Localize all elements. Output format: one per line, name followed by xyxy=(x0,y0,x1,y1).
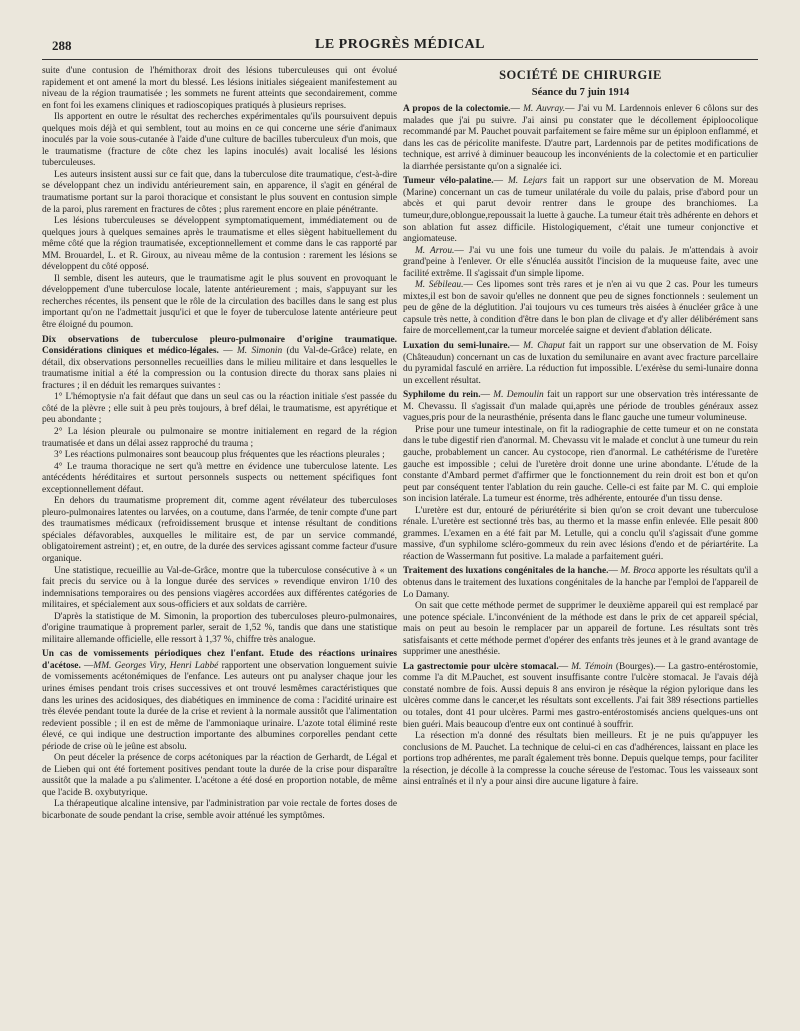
paragraph: La thérapeutique alcaline intensive, par l'administration par voie rectale de fortes doses de bicarbonate de soude pendant la crise, semble avoir atténué les symptômes. xyxy=(42,799,397,821)
paragraph: Il semble, disent les auteurs, que le traumatisme agit le plus souvent en provoquant le développement d'une tuberculose locale, latente antérieurement ; mais, s'appuyant sur les recherches récentes, ils pensent que le rôle de la circulation des bacilles dans le sang est plus important qu'on ne l'admettait jusqu'ici et que le foyer de tuberculose latente antérieure peut être éloigné du poumon. xyxy=(42,273,397,331)
article-title: A propos de la colectomie. xyxy=(403,104,511,115)
article-paragraph: La gastrectomie pour ulcère stomacal.— M. Témoin (Bourges).— La gastro-entérostomie, comme l'a dit M.Pauchet, est souvent insuffisante contre l'ulcère stomacal. Je l'avais déjà constaté nombre de fois. Aussi depuis 8 ans environ je résèque la région pylorique dans les ulcères comme dans le cancer,et les résultats sont excellents. J'ai fait 389 résections partielles ou totales, dont 41 pour ulcères. Parmi mes gastro-entérostomisés anciens quelques-uns ont bien guéri. Mais beaucoup d'entre eux ont continué à souffrir. xyxy=(403,661,758,730)
right-column xyxy=(403,66,758,1016)
article-paragraph: A propos de la colectomie.— M. Auvray.— J'ai vu M. Lardennois enlever 6 côlons sur des malades que j'ai pu suivre. J'ai ainsi pu constater que le décollement épiploocolique recommandé par M. Pauchet pouvait parfaitement se faire même sur un épiploon enflammé, et dans les cas de péricolite manifeste. D'autre part, Lardennois par de petites modifications de technique, est arrivé à diminuer beaucoup les inconvénients de la colectomie et en particulier la diarrhée persistante qu'on a signalée ici. xyxy=(403,104,758,172)
paragraph: Ils apportent en outre le résultat des recherches expérimentales qu'ils poursuivent depuis quelques mois déjà et qui semblent, tout au moins en ce qui concerne une série d'animaux inoculés par la voie sous-cutanée à l'aide d'une culture de bacilles tuberculeux d'un mois, que le traumatisme (fracture de côte chez les lapins inoculés) avait localisé les lésions tuberculeuses. xyxy=(42,112,397,169)
article-paragraph: Dix observations de tuberculose pleuro-pulmonaire d'origine traumatique. Considérations cliniques et médico-légales. — M. Simonin (du Val-de-Grâce) relate, en détail, dix observations personnelles recueillies dans le milieu militaire et dans lesquelles le traumatisme initial a été la compression ou la contusion directe du thorax sans plaies ni fractures ; il en déduit les remarques suivantes : xyxy=(42,334,397,391)
article-title: Luxation du semi-lunaire. xyxy=(403,341,510,352)
article-author: M. Sébileau. xyxy=(415,280,464,291)
article-text: J'ai vu une fois une tumeur du voile du palais. Je m'attendais à avoir grand'peine à l'enlever. Or elle s'énucléa aussitôt l'incision de la muqueuse faite, avec une facilité extrême. Il s'agissait d'un simple lipome. xyxy=(403,245,758,279)
article-author: M. Arrou. xyxy=(415,245,455,256)
left-column xyxy=(42,66,397,1016)
article-text: (du Val-de-Grâce) relate, en détail, dix observations personnelles recueillies dans le milieu militaire et dans lesquelles le traumatisme initial a été la compression ou la contusion directe du thorax sans plaies ni fractures ; il en déduit les remarques suivantes : xyxy=(42,346,397,391)
article-author: M. Lejars xyxy=(507,176,548,187)
paragraph: On peut déceler la présence de corps acétoniques par la réaction de Gerhardt, de Légal et de Lieben qui ont été fortement positives pendant toute la durée de la crise pour disparaître aussitôt que la malade a pu s'alimenter. L'acétone a été dosé en proportion notable, de même que l'acide B. oxybutyrique. xyxy=(42,753,397,798)
article-title: Dix observations de tuberculose pleuro-pulmonaire d'origine traumatique. Considérations cliniques et médico-légales. xyxy=(42,334,397,357)
article-text: Ces lipomes sont très rares et je n'en ai vu que 2 cas. Pour les tumeurs mixtes,il est bon de savoir qu'elles ne donnent que peu de signes fonctionnels : seulement un peu de gêne de la déglutition. J'ai toujours vu ces tumeurs très aisées à énucléer grâce à une capsule très nette, à condition d'être dans le bon plan de clivage et d'y aller délibérément sans faire de morcellement,car la tumeur morcelée saigne et devient d'ablation délicate. xyxy=(403,280,758,337)
article-author: MM. Georges Viry, Henri Labbé xyxy=(93,660,219,671)
article-paragraph: Traitement des luxations congénitales de la hanche.— M. Broca apporte les résultats qu'il a obtenus dans le traitement des luxations congénitales de la hanche par l'emploi de l'appareil de Lo Damany. xyxy=(403,566,758,600)
article-author: M. Demoulin xyxy=(493,390,544,401)
paragraph: Les lésions tuberculeuses se développent symptomatiquement, immédiatement ou de quelques jours à quelques semaines après le traumatisme et elles siègent habituellement du même côté que la région traumatisée, exceptionnellement et comme dans le cas rapporté par MM. Brouardel, L. et R. Giroux, au niveau même de la contusion : rarement les lésions se développent du côté opposé. xyxy=(42,216,397,273)
page-number: 288 xyxy=(52,38,72,53)
paragraph: L'uretère est dur, entouré de périurétérite si bien qu'on se croit devant une tuberculose rénale. L'uretère est sectionné très bas, au thermo et la masse enfin enlevée. Elle pesait 800 grammes. L'examen en a été fait par M. Letulle, qui a conclu qu'il s'agissait d'une gomme massive, d'un syphilome scléro-gommeux du rein avec lésions d'endo et de périartérite. La réaction de Wassermann fut positive. La malade a parfaitement guéri. xyxy=(403,505,758,562)
article-paragraph: Un cas de vomissements périodiques chez l'enfant. Etude des réactions urinaires d'acétose. —MM. Georges Viry, Henri Labbé rapportent une observation longuement suivie de vomissements acétonémiques de l'enfance. Les auteurs ont pu analyser chaque jour les urines émises pendant trois crises successives et ont trouvé lesmêmes caractéristiques que dans les urines des acidosiques, des diabétiques en imminence de coma : l'acidité urinaire est très élevée pendant toute la durée de la crise et revient à la normale aussitôt que l'alimentation redevient possible ; il en est de même de l'ammoniaque urinaire. L'azote total éliminé reste élevé, ce qui indique une destruction importante des albumines corporelles pendant cette période de crise où le jeûne est absolu. xyxy=(42,649,397,752)
paragraph: Prise pour une tumeur intestinale, on fit la radiographie de cette tumeur et on ne constata dans le tube digestif rien d'anormal. M. Chevassu vit le malade et conclut à une tumeur du rein gauche, probablement un cancer. Au cystocope, rien d'anormal. Le cathétérisme de l'uretère gauche est impossible ; celui de l'uretère droit donne une urine abondante. L'étude de la constante d'Ambard permet d'affirmer que le fonctionnement du rein droit est bon et qu'on peut par conséquent tenter l'ablation du rein gauche. Celle-ci est faite par M. C. qui emploie son incision latérale. La tumeur est énorme, très adhérente, entourée d'un tissu dense. xyxy=(403,424,758,505)
paragraph: 1° L'hémoptysie n'a fait défaut que dans un seul cas ou la réaction initiale s'est passée du côté de la plèvre ; elle suit à peu près toujours, à bref délai, le traumatisme, est apyrétique et peu abondante ; xyxy=(42,392,397,426)
article-paragraph: M. Arrou.— J'ai vu une fois une tumeur du voile du palais. Je m'attendais à avoir grand'peine à l'enlever. Or elle s'énucléa aussitôt l'incision de la muqueuse faite, avec une facilité extrême. Il s'agissait d'un simple lipome. xyxy=(403,245,758,279)
paragraph: 4° Le trauma thoracique ne sert qu'à mettre en évidence une tuberculose latente. Les antécédents héréditaires et surtout personnels suspects ou nettement spécifiques font exceptionnellement défaut. xyxy=(42,461,397,495)
header-rule xyxy=(42,59,758,60)
article-text: apporte les résultats qu'il a obtenus dans le traitement des luxations congénitales de la hanche par l'emploi de l'appareil de Lo Damany. xyxy=(403,566,758,600)
article-author: M. Chaput xyxy=(523,341,565,352)
article-author: M. Auvray. xyxy=(523,104,566,115)
article-text: fait un rapport sur une observation très intéressante de M. Chevassu. Il s'agissait d'un malade qui,après une période de troubles généraux assez vagues,pris pour de la neurasthénie, présenta dans le flanc gauche une tumeur volumineuse. xyxy=(403,390,758,424)
paragraph: 3° Les réactions pulmonaires sont beaucoup plus fréquentes que les réactions pleurales ; xyxy=(54,450,385,461)
article-title: Un cas de vomissements périodiques chez l'enfant. Etude des réactions urinaires d'acétose. xyxy=(42,649,397,671)
society-title: SOCIÉTÉ DE CHIRURGIE xyxy=(499,68,662,82)
article-title: Tumeur vélo-palatine. xyxy=(403,176,494,187)
paragraph: D'après la statistique de M. Simonin, la proportion des tuberculoses pleuro-pulmonaires, d'origine traumatique à proprement parler, serait de 1,52 %, tandis que dans une statistique militaire allemande officielle, elle ressort à 1,37 %, chiffre très analogue. xyxy=(42,611,397,645)
paragraph: On sait que cette méthode permet de supprimer le deuxième appareil qui est remplacé par une potence spéciale. L'inconvénient de la méthode est dans le prix de cet appareil spécial, mais on peut au besoin le remplacer par un appareil de fortune. Les résultats sont très satisfaisants et cette méthode permet d'opérer des enfants très jeunes et à le grand avantage de supprimer une anesthésie. xyxy=(403,601,758,658)
article-text: rapportent une observation longuement suivie de vomissements acétonémiques de l'enfance. Les auteurs ont pu analyser chaque jour les urines émises pendant trois crises successives et ont trouvé lesmêmes caractéristiques que dans les urines des acidosiques, des diabétiques en imminence de coma : l'acidité urinaire est très élevée pendant toute la durée de la crise et revient à la normale aussitôt que l'alimentation redevient possible ; il en est de même de l'ammoniaque urinaire. L'azote total éliminé reste élevé, ce qui indique une destruction importante des albumines corporelles pendant cette période de crise où le jeûne est absolu. xyxy=(42,660,397,752)
article-text: fait un rapport sur une observation de M. Foisy (Châteaudun) concernant un cas de luxation du semilunaire en avant avec fracture parcellaire du pyramidal fasculé en arrière. La réduction fut impossible. L'exérèse du semi-lunaire donna un excellent résultat. xyxy=(403,341,758,386)
paragraph: 2° La lésion pleurale ou pulmonaire se montre initialement en regard de la région traumatisée et dans un délai assez rapproché du trauma ; xyxy=(42,426,397,449)
article-paragraph: Tumeur vélo-palatine.— M. Lejars fait un rapport sur une observation de M. Moreau (Marine) concernant un cas de tumeur unilatérale du voile du palais, prise d'abord pour un abcès et qui parut devoir rentrer dans le groupe des branchiomes. La tumeur,dure,oblongue,repoussait la luette à gauche. La tumeur était très adhérente en dehors et son ablation fut assez difficile. Histologiquement, c'était une tumeur conjonctive et angiomateuse. xyxy=(403,176,758,245)
article-paragraph: Luxation du semi-lunaire.— M. Chaput fait un rapport sur une observation de M. Foisy (Châteaudun) concernant un cas de luxation du semilunaire en avant avec fracture parcellaire du pyramidal fasculé en arrière. La réduction fut impossible. L'exérèse du semi-lunaire donna un excellent résultat. xyxy=(403,341,758,386)
journal-title: LE PROGRÈS MÉDICAL xyxy=(314,37,486,52)
article-text: fait un rapport sur une observation de M. Moreau (Marine) concernant un cas de tumeur unilatérale du voile du palais, prise d'abord pour un abcès et qui parut devoir rentrer dans le groupe des branchiomes. La tumeur,dure,oblongue,repoussait la luette à gauche. La tumeur était très adhérente en dehors et son ablation fut assez difficile. Histologiquement, c'était une tumeur conjonctive et angiomateuse. xyxy=(403,176,758,245)
paragraph: Une statistique, recueillie au Val-de-Grâce, montre que la tuberculose consécutive à « un fait precis du service ou à la longue durée des services » revendique environ 1/10 des indemnisations temporaires ou des pensions viagères accordées aux différentes catégories de militaires, et spécialement aux sous-officiers et aux soldats de carrière. xyxy=(42,565,397,611)
article-author: M. Témoin xyxy=(571,661,613,672)
paragraph: suite d'une contusion de l'hémithorax droit des lésions tuberculeuses qui ont évolué rapidement et ont amené la mort du blessé. Les lésions initiales siégeaient manifestement au niveau de la région traumatisée ; les sommets ne furent atteints que secondairement, comme en font foi les examens cliniques et radioscopiques pratiqués à plusieurs reprises. xyxy=(42,66,397,111)
article-text: La gastro-entérostomie, comme l'a dit M.Pauchet, est souvent insuffisante contre l'ulcère stomacal. Je l'avais déjà constaté nombre de fois. Aussi depuis 8 ans environ je résèque la région pylorique dans les ulcères comme dans le cancer,et les résultats sont excellents. J'ai fait 389 résections partielles ou totales, dont 41 pour ulcères. Parmi mes gastro-entérostomisés anciens quelques-uns ont bien guéri. Mais beaucoup d'entre eux ont continué à souffrir. xyxy=(403,661,758,730)
article-paragraph: Syphilome du rein.— M. Demoulin fait un rapport sur une observation très intéressante de M. Chevassu. Il s'agissait d'un malade qui,après une période de troubles généraux assez vagues,pris pour de la neurasthénie, présenta dans le flanc gauche une tumeur volumineuse. xyxy=(403,390,758,424)
article-author: M. Simonin xyxy=(236,346,283,357)
paragraph: La résection m'a donné des résultats bien meilleurs. Et je ne puis qu'appuyer les conclusions de M. Pauchet. La technique de celui-ci en cas d'adhérences, laissant en place les portions trop adhérentes, me paraît également très bonne. Depuis quelque temps, pour faciliter la résection, je décolle à la compresse la couche séreuse de l'estomac. Tous les vaisseaux sont ainsi entraînés et il n'y a pour ainsi dire aucune ligature à faire. xyxy=(403,731,758,788)
article-place: (Bourges). xyxy=(615,661,656,672)
article-title: La gastrectomie pour ulcère stomacal. xyxy=(403,661,559,672)
article-text: J'ai vu M. Lardennois enlever 6 côlons sur des malades que j'ai pu suivre. J'ai ainsi pu constater que le décollement épiploocolique recommandé par M. Pauchet pouvait parfaitement se faire même sur un épiploon enflammé, et dans les cas de péricolite manifeste. D'autre part, Lardennois par de petites modifications de technique, est arrivé à diminuer beaucoup les inconvénients de la colectomie et en particulier la diarrhée persistante qu'on a signalée ici. xyxy=(403,104,758,172)
session-date: Séance du 7 juin 1914 xyxy=(531,86,630,98)
article-title: Traitement des luxations congénitales de la hanche. xyxy=(403,566,609,577)
paragraph: En dehors du traumatisme proprement dit, comme agent révélateur des tuberculoses pleuro-pulmonaires latentes ou larvées, on a coutume, dans l'armée, de tenir compte d'une part des traumatismes médicaux (refroidissement brusque et intense résultant de conditions spéciales défavorables, auxquelles le militaire est, de par un service commandé, obligatoirement astreint) ; et, en outre, de la durée des services agissant comme facteur d'usure organique. xyxy=(42,496,397,564)
article-paragraph: M. Sébileau.— Ces lipomes sont très rares et je n'en ai vu que 2 cas. Pour les tumeurs mixtes,il est bon de savoir qu'elles ne donnent que peu de signes fonctionnels : seulement un peu de gêne de la déglutition. J'ai toujours vu ces tumeurs très aisées à énucléer grâce à une capsule très nette, à condition d'être dans le bon plan de clivage et d'y aller délibérément sans faire de morcellement,car la tumeur morcelée saigne et devient d'ablation délicate. xyxy=(403,280,758,337)
article-title: Syphilome du rein. xyxy=(403,390,481,401)
article-author: M. Broca xyxy=(620,566,656,577)
paragraph: Les auteurs insistent aussi sur ce fait que, dans la tuberculose dite traumatique, c'est-à-dire se développant chez un individu antérieurement sain, en apparence, il s'agit en général de traumatisme portant sur la paroi thoracique et consistant le plus souvent en contusion simple de la paroi, plus rarement en fractures de côtes ; plus rarement encore en plaie pénétrante. xyxy=(42,169,397,215)
